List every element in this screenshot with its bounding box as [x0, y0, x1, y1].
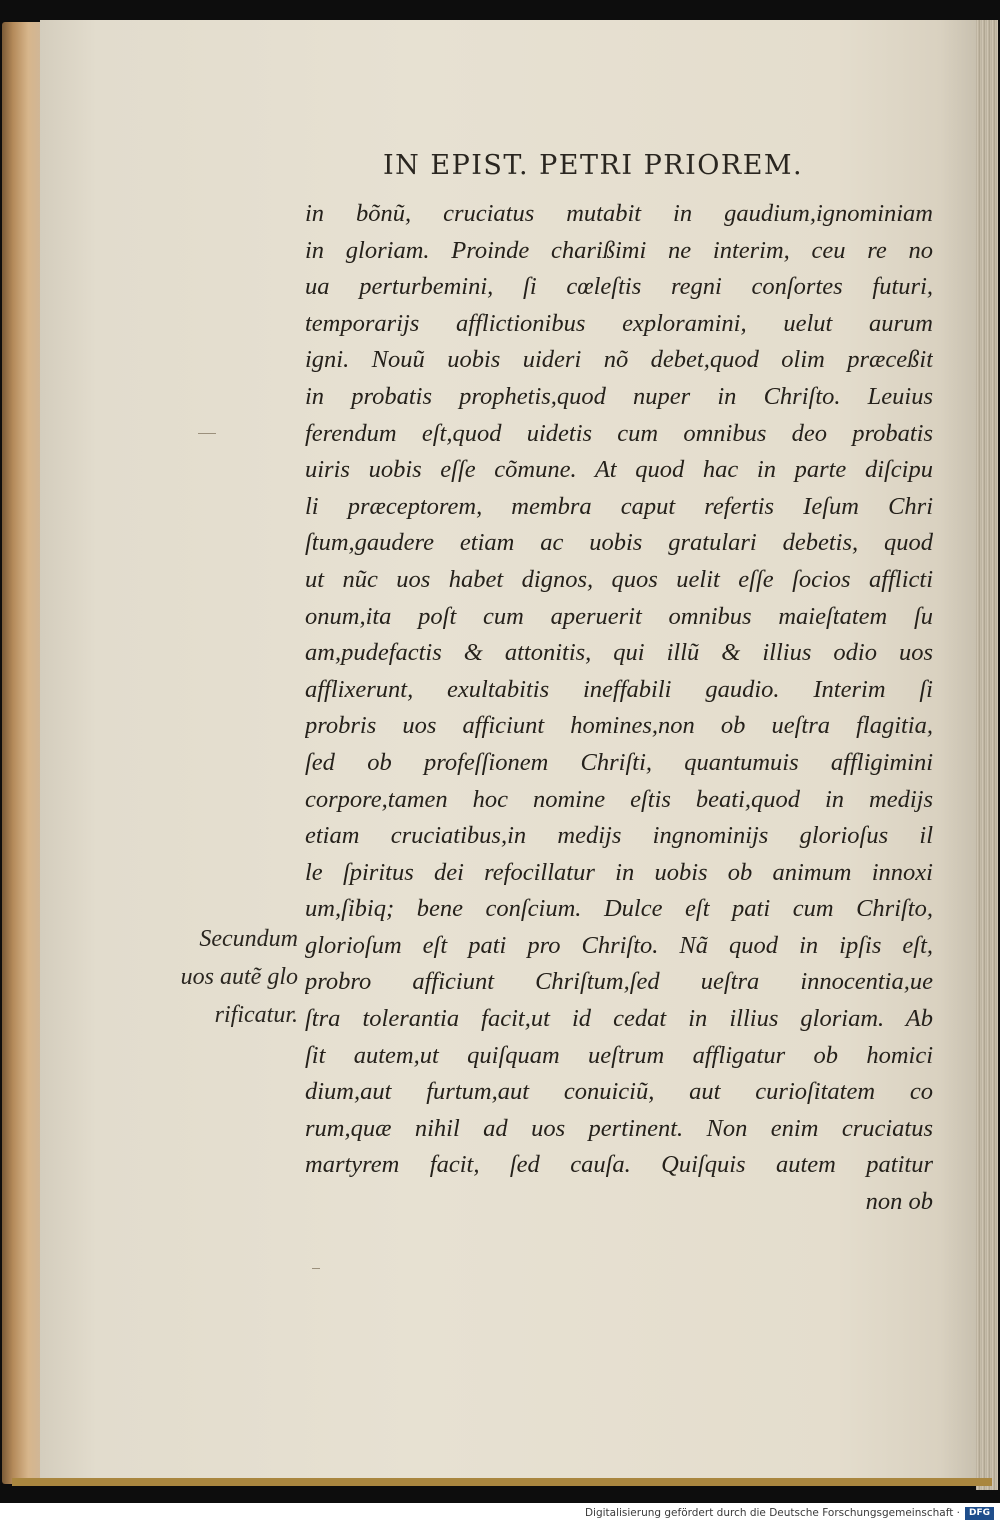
text-line: igni. Nouũ uobis uideri nõ debet,quod olim præceßit: [305, 346, 933, 374]
text-line: afflixerunt, exultabitis ineffabili gaudio. Interim ſi: [305, 675, 933, 703]
text-line: in probatis prophetis,quod nuper in Chriſto. Leuius: [305, 382, 933, 410]
text-line: ut nũc uos habet dignos, quos uelit eſſe ſocios afflicti: [305, 565, 933, 593]
footer-bar: [0, 1503, 1000, 1524]
running-head: IN EPIST. PETRI PRIOREM.: [383, 150, 804, 181]
text-line: dium,aut furtum,aut conuiciũ, aut curioſitatem co: [305, 1078, 933, 1106]
body-text: [305, 196, 933, 1221]
margin-note-line: Secundum: [199, 926, 298, 952]
text-line: rum,quæ nihil ad uos pertinent. Non enim cruciatus: [305, 1114, 933, 1142]
margin-note-line: uos autẽ glo: [180, 964, 298, 990]
text-line: corpore,tamen hoc nomine eſtis beati,quod in medijs: [305, 785, 933, 813]
paper-fleck: [198, 433, 216, 434]
text-line: um,ſibiq; bene conſcium. Dulce eſt pati cum Chriſto,: [305, 895, 933, 923]
text-line: ſit autem,ut quiſquam ueſtrum affligatur ob homici: [305, 1041, 933, 1069]
text-line: in gloriam. Proinde charißimi ne interim, ceu re no: [305, 236, 933, 264]
text-line: ſed ob profeſſionem Chriſti, quantumuis affligimini: [305, 748, 933, 776]
funding-credit: Digitalisierung gefördert durch die Deutsche Forschungsgemeinschaft ·: [584, 1507, 960, 1519]
text-line: onum,ita poſt cum aperuerit omnibus maieſtatem ſu: [305, 602, 933, 630]
text-line: glorioſum eſt pati pro Chriſto. Nã quod in ipſis eſt,: [305, 931, 933, 959]
text-line: in bõnũ, cruciatus mutabit in gaudium,ignominiam: [305, 200, 933, 227]
text-line: probris uos afficiunt homines,non ob ueſtra flagitia,: [305, 712, 933, 740]
text-line: ferendum eſt,quod uidetis cum omnibus deo probatis: [305, 419, 933, 447]
text-line: uiris uobis eſſe cõmune. At quod hac in parte diſcipu: [305, 456, 933, 484]
text-line: ſtra tolerantia facit,ut id cedat in illius gloriam. Ab: [305, 1005, 933, 1033]
text-line: martyrem facit, ſed cauſa. Quiſquis autem patitur: [305, 1151, 933, 1179]
text-line: li præceptorem, membra caput refertis Ieſum Chri: [305, 492, 933, 520]
text-line: non ob: [865, 1188, 933, 1216]
margin-note: [148, 920, 298, 1034]
text-line: ſtum,gaudere etiam ac uobis gratulari debetis, quod: [305, 529, 933, 557]
bottom-page-edge: [12, 1478, 992, 1486]
right-page-edge: [976, 20, 998, 1490]
margin-note-line: rificatur.: [214, 1002, 298, 1028]
text-line: etiam cruciatibus,in medijs ingnominijs glorioſus il: [305, 822, 933, 850]
text-line: le ſpiritus dei refocillatur in uobis ob animum innoxi: [305, 858, 933, 886]
text-line: probro afficiunt Chriſtum,ſed ueſtra innocentia,ue: [305, 968, 933, 996]
text-line: temporarijs afflictionibus exploramini, uelut aurum: [305, 309, 933, 337]
paper-fleck: [312, 1268, 320, 1269]
text-line: am,pudefactis & attonitis, qui illũ & illius odio uos: [305, 639, 933, 667]
text-line: ua perturbemini, ſi cœleſtis regni conſortes futuri,: [305, 273, 933, 301]
dfg-logo: DFG: [965, 1507, 994, 1520]
